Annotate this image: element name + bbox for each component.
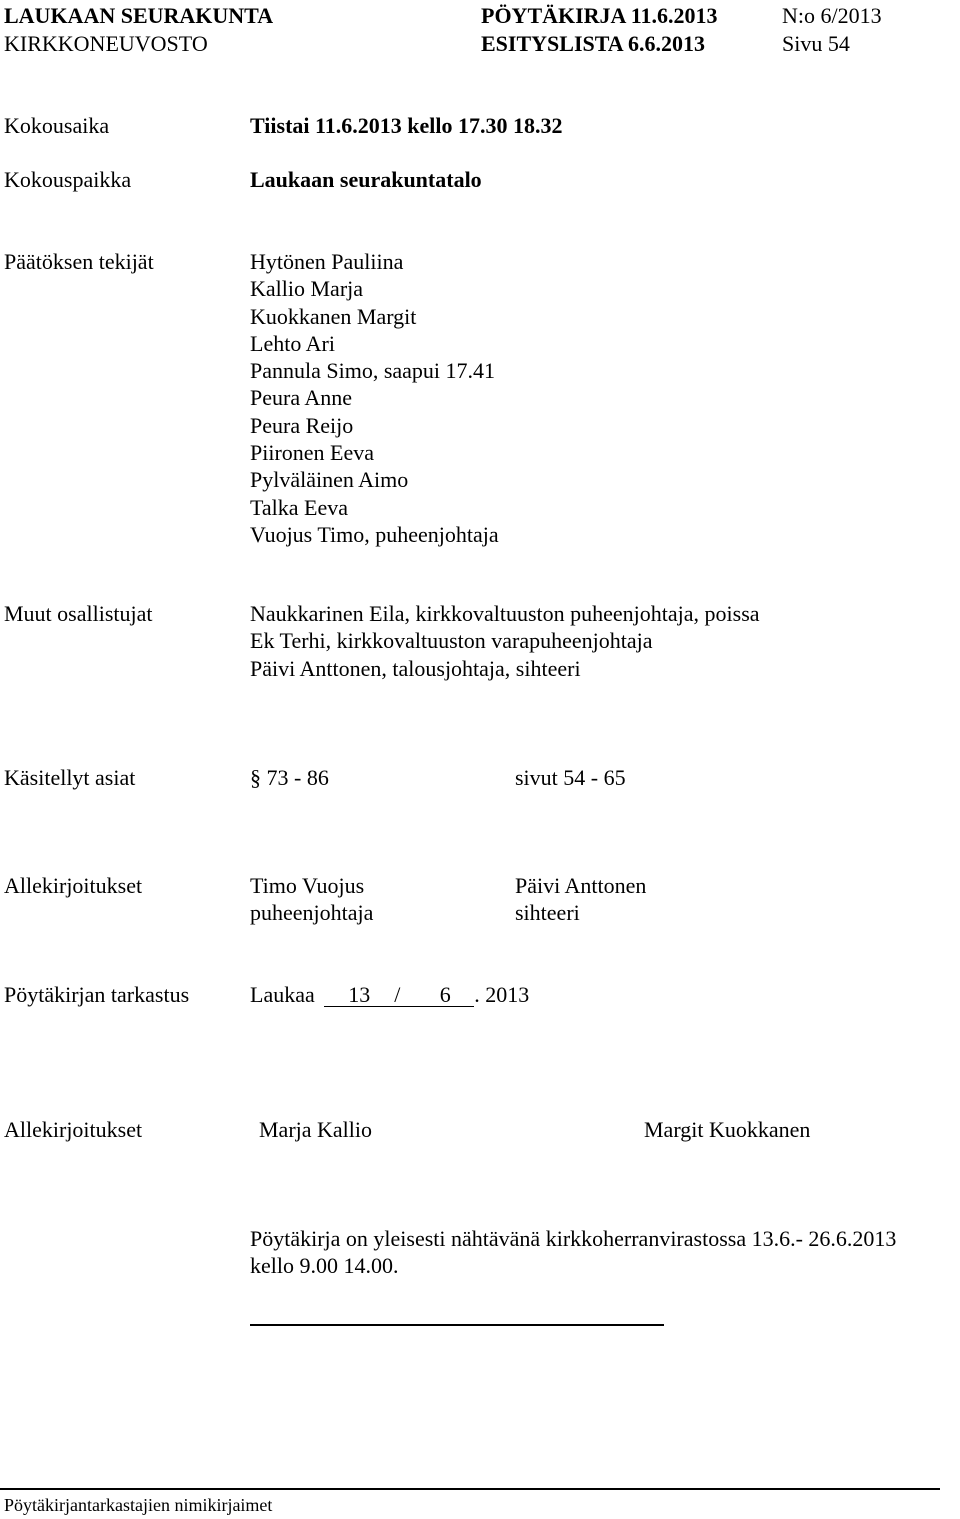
other-participants-list bbox=[250, 600, 760, 682]
secretary-role: sihteeri bbox=[515, 900, 580, 925]
review-month: 6 bbox=[416, 984, 474, 1007]
public-notice-line-1: Pöytäkirja on yleisesti nähtävänä kirkkoherranvirastossa 13.6.- 26.6.2013 bbox=[250, 1226, 897, 1251]
chair-name: Timo Vuojus bbox=[250, 873, 365, 898]
signatures-label: Allekirjoitukset bbox=[4, 873, 143, 898]
decision-makers-list bbox=[250, 248, 499, 548]
review-place: Laukaa bbox=[250, 982, 315, 1007]
review-slash: / bbox=[394, 984, 416, 1007]
participant: Päivi Anttonen, talousjohtaja, sihteeri bbox=[250, 655, 581, 681]
reviewer-1-name: Marja Kallio bbox=[259, 1117, 373, 1142]
decision-maker: Piironen Eeva bbox=[250, 440, 375, 466]
participant: Ek Terhi, kirkkovaltuuston varapuheenjohtaja bbox=[250, 628, 653, 654]
meeting-time-value: Tiistai 11.6.2013 kello 17.30 18.32 bbox=[250, 113, 563, 138]
agenda-date: ESITYSLISTA 6.6.2013 bbox=[481, 31, 705, 56]
review-year: . 2013 bbox=[474, 982, 530, 1007]
decision-maker: Vuojus Timo, puheenjohtaja bbox=[250, 521, 499, 547]
decision-maker: Peura Reijo bbox=[250, 412, 354, 438]
reviewer-2-name: Margit Kuokkanen bbox=[644, 1117, 811, 1142]
participant: Naukkarinen Eila, kirkkovaltuuston puheenjohtaja, poissa bbox=[250, 601, 760, 626]
meeting-time-label: Kokousaika bbox=[4, 113, 110, 138]
items-pages: sivut 54 - 65 bbox=[515, 765, 626, 790]
review-label: Pöytäkirjan tarkastus bbox=[4, 982, 190, 1007]
items-section: § 73 - 86 bbox=[250, 765, 329, 790]
public-notice-line-2: kello 9.00 14.00. bbox=[250, 1253, 399, 1278]
decision-maker: Lehto Ari bbox=[250, 330, 335, 356]
signature-line bbox=[250, 1324, 664, 1326]
reviewer-signatures-label: Allekirjoitukset bbox=[4, 1117, 143, 1142]
decision-maker: Talka Eeva bbox=[250, 494, 349, 520]
page-number: Sivu 54 bbox=[782, 31, 850, 56]
secretary-name: Päivi Anttonen bbox=[515, 873, 647, 898]
review-line bbox=[250, 981, 529, 1008]
decision-maker: Pannula Simo, saapui 17.41 bbox=[250, 358, 496, 384]
document-type: PÖYTÄKIRJA 11.6.2013 bbox=[481, 3, 718, 28]
meeting-place-label: Kokouspaikka bbox=[4, 167, 132, 192]
decision-maker: Hytönen Pauliina bbox=[250, 249, 404, 274]
decision-maker: Peura Anne bbox=[250, 385, 353, 411]
body-name: KIRKKONEUVOSTO bbox=[4, 31, 208, 56]
other-participants-label: Muut osallistujat bbox=[4, 601, 153, 626]
decision-maker: Kallio Marja bbox=[250, 276, 364, 302]
footer-divider bbox=[0, 1488, 940, 1490]
decision-maker: Pylväläinen Aimo bbox=[250, 467, 409, 493]
meeting-place-value: Laukaan seurakuntatalo bbox=[250, 167, 482, 192]
items-label: Käsitellyt asiat bbox=[4, 765, 136, 790]
footer-initials-label: Pöytäkirjantarkastajien nimikirjaimet bbox=[4, 1495, 273, 1515]
review-day: 13 bbox=[324, 984, 394, 1007]
decision-maker: Kuokkanen Margit bbox=[250, 303, 417, 329]
org-name: LAUKAAN SEURAKUNTA bbox=[4, 3, 274, 28]
document-number: N:o 6/2013 bbox=[782, 3, 882, 28]
chair-role: puheenjohtaja bbox=[250, 900, 374, 925]
decision-makers-label: Päätöksen tekijät bbox=[4, 249, 154, 274]
